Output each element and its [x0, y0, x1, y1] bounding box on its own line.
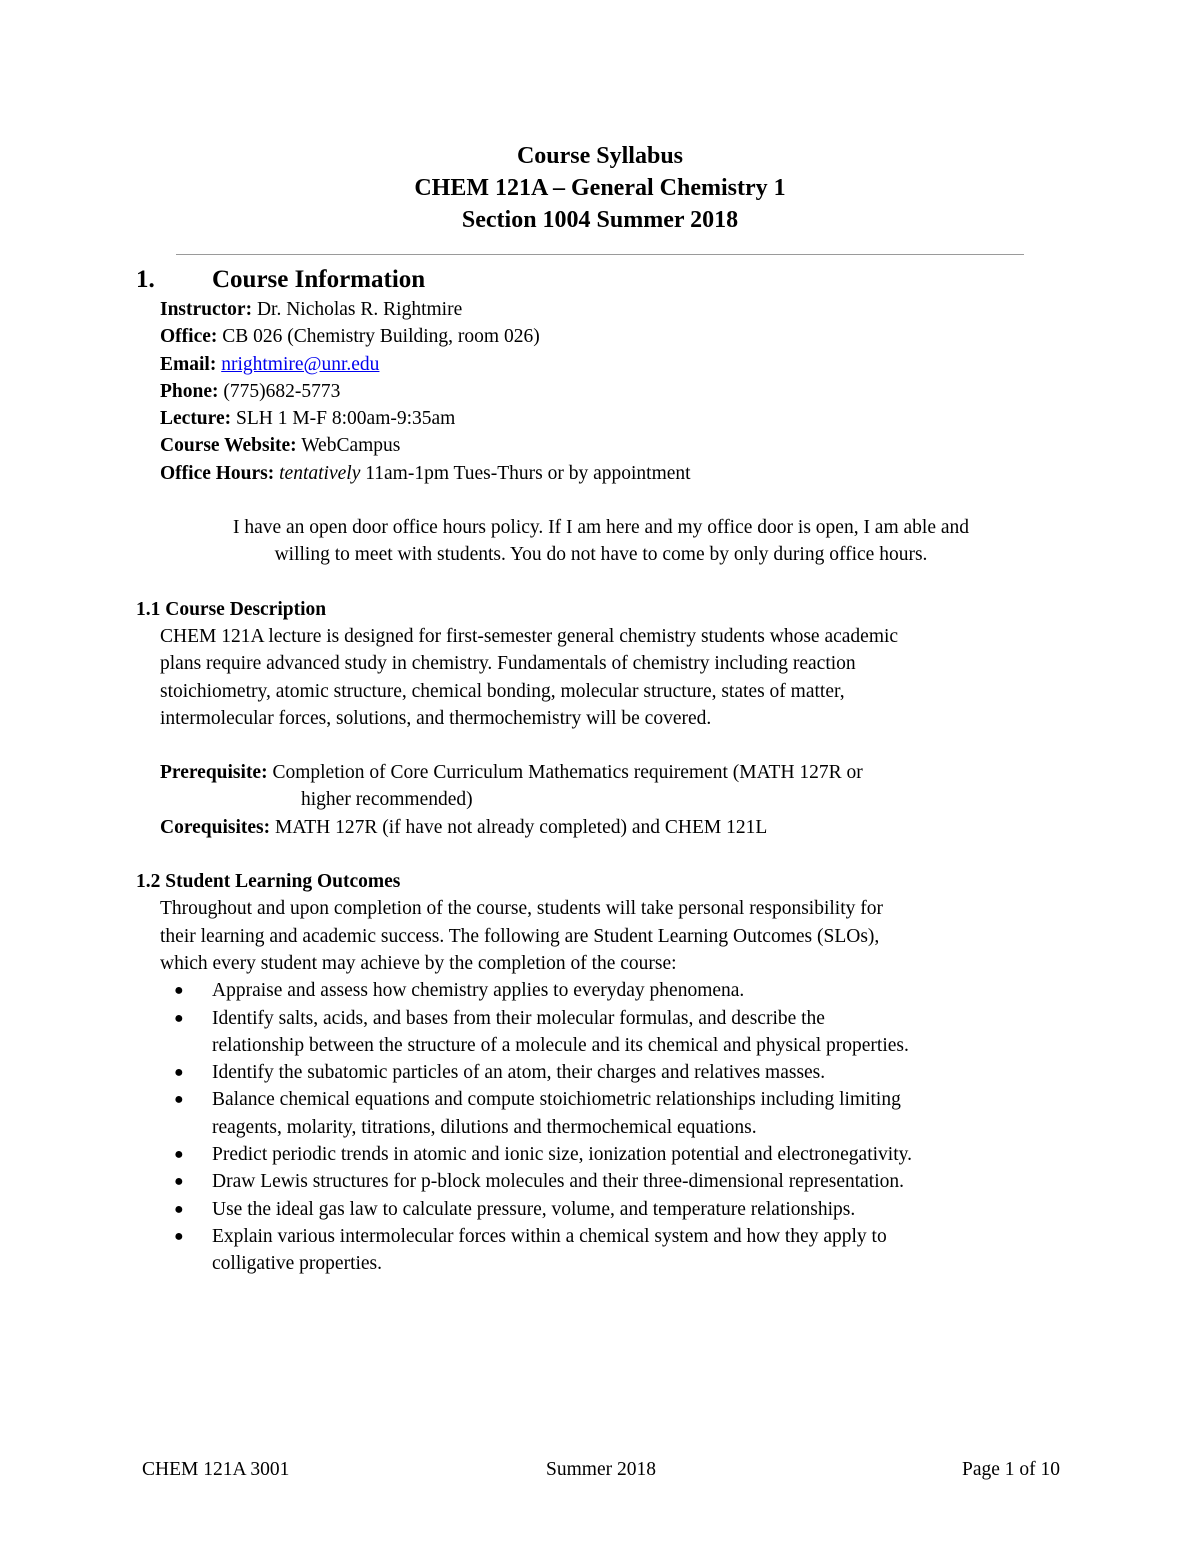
outcome-item: [160, 1196, 1066, 1223]
outcome-item: [160, 1141, 1066, 1168]
info-label: Course Website:: [160, 435, 297, 457]
info-label: Phone:: [160, 380, 219, 402]
outcome-item: [160, 1059, 1066, 1086]
info-office-hours: [160, 460, 1066, 487]
info-value: Dr. Nicholas R. Rightmire: [252, 299, 463, 320]
corequisites-label: Corequisites:: [160, 816, 271, 838]
section-1-2-heading: 1.2 Student Learning Outcomes: [136, 871, 401, 893]
info-office: [160, 323, 1066, 350]
bullet-icon: ●: [174, 1200, 184, 1218]
section-1-heading: [136, 264, 1066, 296]
info-value: WebCampus: [296, 435, 401, 457]
info-label: Lecture:: [160, 408, 232, 430]
info-label: Office:: [160, 326, 218, 348]
outcome-line: Predict periodic trends in atomic and ionic size, ionization potential and electronegativity.: [212, 1144, 912, 1166]
outcome-item: [160, 977, 1066, 1004]
title-line-1: Course Syllabus: [516, 143, 684, 169]
outcome-line: Appraise and assess how chemistry applies to everyday phenomena.: [212, 980, 745, 1002]
info-phone: [160, 378, 1066, 405]
title-divider: [176, 254, 1024, 255]
info-label: Instructor:: [160, 299, 253, 320]
info-value: 11am-1pm Tues-Thurs or by appointment: [360, 462, 691, 484]
outcome-line: Use the ideal gas law to calculate pressure, volume, and temperature relationships.: [212, 1198, 856, 1220]
bullet-icon: ●: [174, 1227, 184, 1245]
bullet-icon: ●: [174, 1091, 184, 1109]
outcome-line: colligative properties.: [212, 1253, 383, 1275]
document-title: [0, 140, 1200, 236]
outcome-line: Identify the subatomic particles of an atom, their charges and relatives masses.: [212, 1062, 826, 1084]
outcome-line: reagents, molarity, titrations, dilutions and thermochemical equations.: [212, 1116, 757, 1138]
outcome-line: Draw Lewis structures for p-block molecules and their three-dimensional representation.: [212, 1171, 905, 1193]
section-1-number: 1.: [136, 266, 155, 293]
office-hours-policy: [136, 514, 1066, 569]
requirements: [136, 759, 1066, 841]
corequisites: [160, 814, 1066, 841]
section-1-1-heading: 1.1 Course Description: [136, 598, 327, 620]
description-line: stoichiometry, atomic structure, chemical bonding, molecular structure, states of matter,: [160, 680, 845, 702]
bullet-icon: ●: [174, 1064, 184, 1082]
info-website: [160, 432, 1066, 459]
policy-line: I have an open door office hours policy. If I am here and my office door is open, I am able and: [232, 517, 970, 539]
title-line-3: Section 1004 Summer 2018: [461, 207, 739, 233]
prerequisite: [160, 759, 1066, 786]
learning-outcomes-list: [136, 977, 1066, 1277]
bullet-icon: ●: [174, 982, 184, 1000]
course-info-list: [136, 296, 1066, 487]
outcome-line: Balance chemical equations and compute stoichiometric relationships including limiting: [212, 1089, 901, 1111]
bullet-icon: ●: [174, 1173, 184, 1191]
info-email: [160, 351, 1066, 378]
info-label: Email:: [160, 353, 217, 375]
outcomes-intro: [136, 895, 1066, 977]
info-value-italic: tentatively: [279, 462, 361, 484]
outcome-item: [160, 1086, 1066, 1141]
document-body: [136, 264, 1066, 1278]
page-footer: [142, 1455, 1060, 1485]
title-line-2: CHEM 121A – General Chemistry 1: [414, 175, 786, 201]
bullet-icon: ●: [174, 1146, 184, 1164]
section-1-title: Course Information: [212, 266, 426, 293]
prerequisite-label: Prerequisite:: [160, 762, 268, 784]
outcome-line: Identify salts, acids, and bases from their molecular formulas, and describe the: [212, 1007, 825, 1029]
info-value: (775)682-5773: [218, 380, 341, 402]
description-line: plans require advanced study in chemistry. Fundamentals of chemistry including reaction: [160, 653, 856, 675]
bullet-icon: ●: [174, 1009, 184, 1027]
outcome-line: Explain various intermolecular forces within a chemical system and how they apply to: [212, 1225, 887, 1247]
footer-left: CHEM 121A 3001: [142, 1459, 290, 1480]
info-label: Office Hours:: [160, 462, 275, 484]
prerequisite-continued: higher recommended): [301, 789, 473, 811]
description-line: intermolecular forces, solutions, and thermochemistry will be covered.: [160, 707, 712, 729]
policy-line: willing to meet with students. You do not have to come by only during office hours.: [274, 544, 928, 566]
outcome-item: [160, 1005, 1066, 1060]
intro-line: Throughout and upon completion of the course, students will take personal responsibility for: [160, 898, 883, 920]
outcome-line: relationship between the structure of a molecule and its chemical and physical properties.: [212, 1034, 909, 1056]
outcome-item: [160, 1223, 1066, 1278]
corequisites-value: MATH 127R (if have not already completed) and CHEM 121L: [270, 816, 768, 838]
outcome-item: [160, 1168, 1066, 1195]
intro-line: their learning and academic success. The following are Student Learning Outcomes (SLOs),: [160, 925, 880, 947]
info-instructor: [160, 296, 1066, 323]
prerequisite-value: Completion of Core Curriculum Mathematics requirement (MATH 127R or: [267, 762, 863, 784]
footer-center: Summer 2018: [546, 1459, 656, 1480]
footer-page-number: Page 1 of 10: [961, 1459, 1060, 1480]
info-lecture: [160, 405, 1066, 432]
description-line: CHEM 121A lecture is designed for first-semester general chemistry students whose academic: [160, 625, 899, 647]
course-description: [136, 623, 1066, 732]
email-link[interactable]: nrightmire@unr.edu: [221, 353, 380, 375]
info-value: CB 026 (Chemistry Building, room 026): [217, 326, 540, 348]
intro-line: which every student may achieve by the completion of the course:: [160, 952, 677, 974]
info-value: SLH 1 M-F 8:00am-9:35am: [231, 408, 456, 430]
